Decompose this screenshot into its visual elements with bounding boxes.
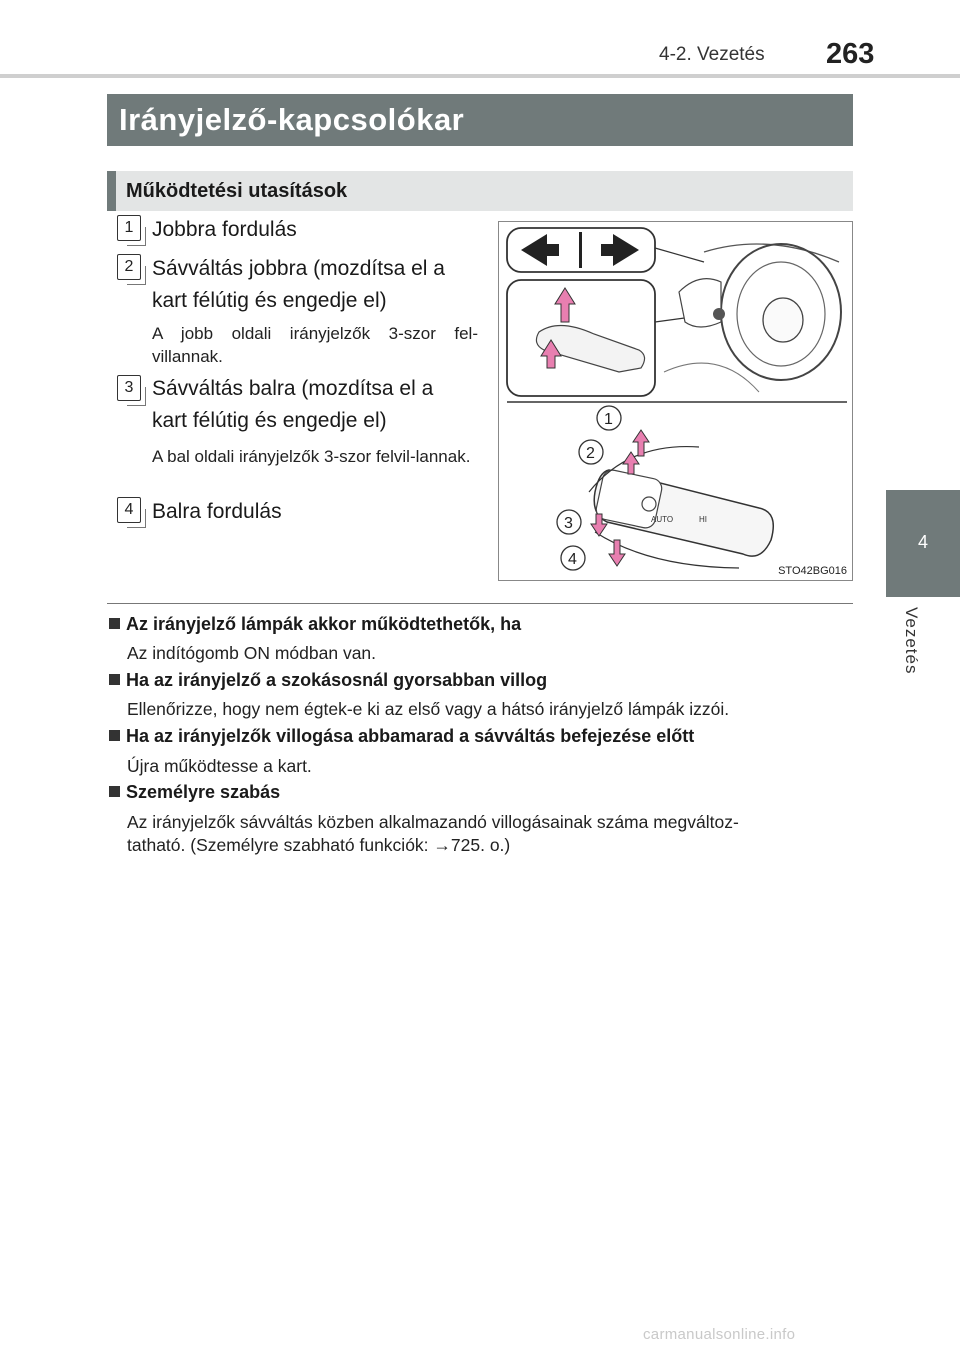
step-3-line1: Sávváltás balra (mozdítsa el a [152, 377, 434, 400]
chapter-number: 4 [917, 532, 928, 552]
illustration-drawing [499, 222, 854, 582]
note-body-2: Ellenőrizze, hogy nem égtek-e ki az első vagy a hátsó irányjelző lámpák izzói. [127, 699, 730, 719]
callout-1 [597, 406, 621, 430]
chapter-label: Vezetés [902, 607, 921, 675]
bullet-square-icon [109, 786, 120, 797]
chapter-label-box [895, 607, 935, 687]
section-subtitle: Működtetési utasítások [107, 171, 853, 211]
step-2-note: A jobb oldali irányjelzők 3-szor fel-villannak. [152, 324, 478, 366]
callout-2 [579, 440, 603, 464]
lever-label-auto: AUTO [651, 515, 674, 524]
bullet-square-icon [109, 618, 120, 629]
svg-text:1: 1 [604, 411, 613, 428]
callout-3 [557, 510, 581, 534]
note-body-4-line1: Az irányjelzők sávváltás közben alkalmazandó villogásainak száma megváltoz- [127, 812, 739, 832]
note-body-1: Az indítógomb ON módban van. [127, 643, 377, 663]
arrow-left-turn [609, 540, 625, 566]
step-1-text: Jobbra fordulás [152, 218, 297, 241]
svg-text:4: 4 [568, 551, 577, 568]
step-3-line2: kart félútig és engedje el) [152, 409, 387, 432]
svg-text:3: 3 [564, 515, 573, 532]
step-number-3: 3 [117, 375, 141, 401]
step-3-note: A bal oldali irányjelzők 3-szor felvil-lannak. [152, 447, 471, 466]
lever-detail [589, 430, 773, 568]
note-heading-4: Személyre szabás [109, 782, 280, 803]
header-divider [0, 74, 960, 78]
step-2-line1: Sávváltás jobbra (mozdítsa el a [152, 257, 445, 280]
note-body-3: Újra működtesse a kart. [127, 756, 312, 776]
svg-text:2: 2 [586, 445, 595, 462]
note-heading-1: Az irányjelző lámpák akkor működtethetők, ha [109, 614, 521, 635]
step-number-4: 4 [117, 497, 141, 523]
bullet-square-icon [109, 674, 120, 685]
figure-code: STO42BG016 [778, 565, 847, 577]
callout-4 [561, 546, 585, 570]
note-body-4-line2: tatható. (Személyre szabható funkciók: →725. o.) [127, 835, 511, 855]
steering-wheel [664, 244, 841, 392]
step-2-line2: kart félútig és engedje el) [152, 289, 387, 312]
chapter-tab[interactable] [886, 490, 960, 597]
watermark: carmanualsonline.info [643, 1326, 796, 1343]
section-header: 4-2. Vezetés [659, 44, 765, 65]
page-title: Irányjelző-kapcsolókar [107, 94, 853, 146]
lever-label-hi: HI [699, 515, 707, 524]
section-divider [107, 603, 853, 604]
page-number: 263 [826, 38, 875, 70]
note-heading-2: Ha az irányjelző a szokásosnál gyorsabban villog [109, 670, 547, 691]
turn-arrows-box [507, 228, 704, 272]
bullet-square-icon [109, 730, 120, 741]
step-number-1: 1 [117, 215, 141, 241]
step-4-text: Balra fordulás [152, 500, 282, 523]
step-number-2: 2 [117, 254, 141, 280]
turn-signal-illustration [498, 221, 853, 581]
note-heading-3: Ha az irányjelzők villogása abbamarad a sávváltás befejezése előtt [109, 726, 694, 747]
